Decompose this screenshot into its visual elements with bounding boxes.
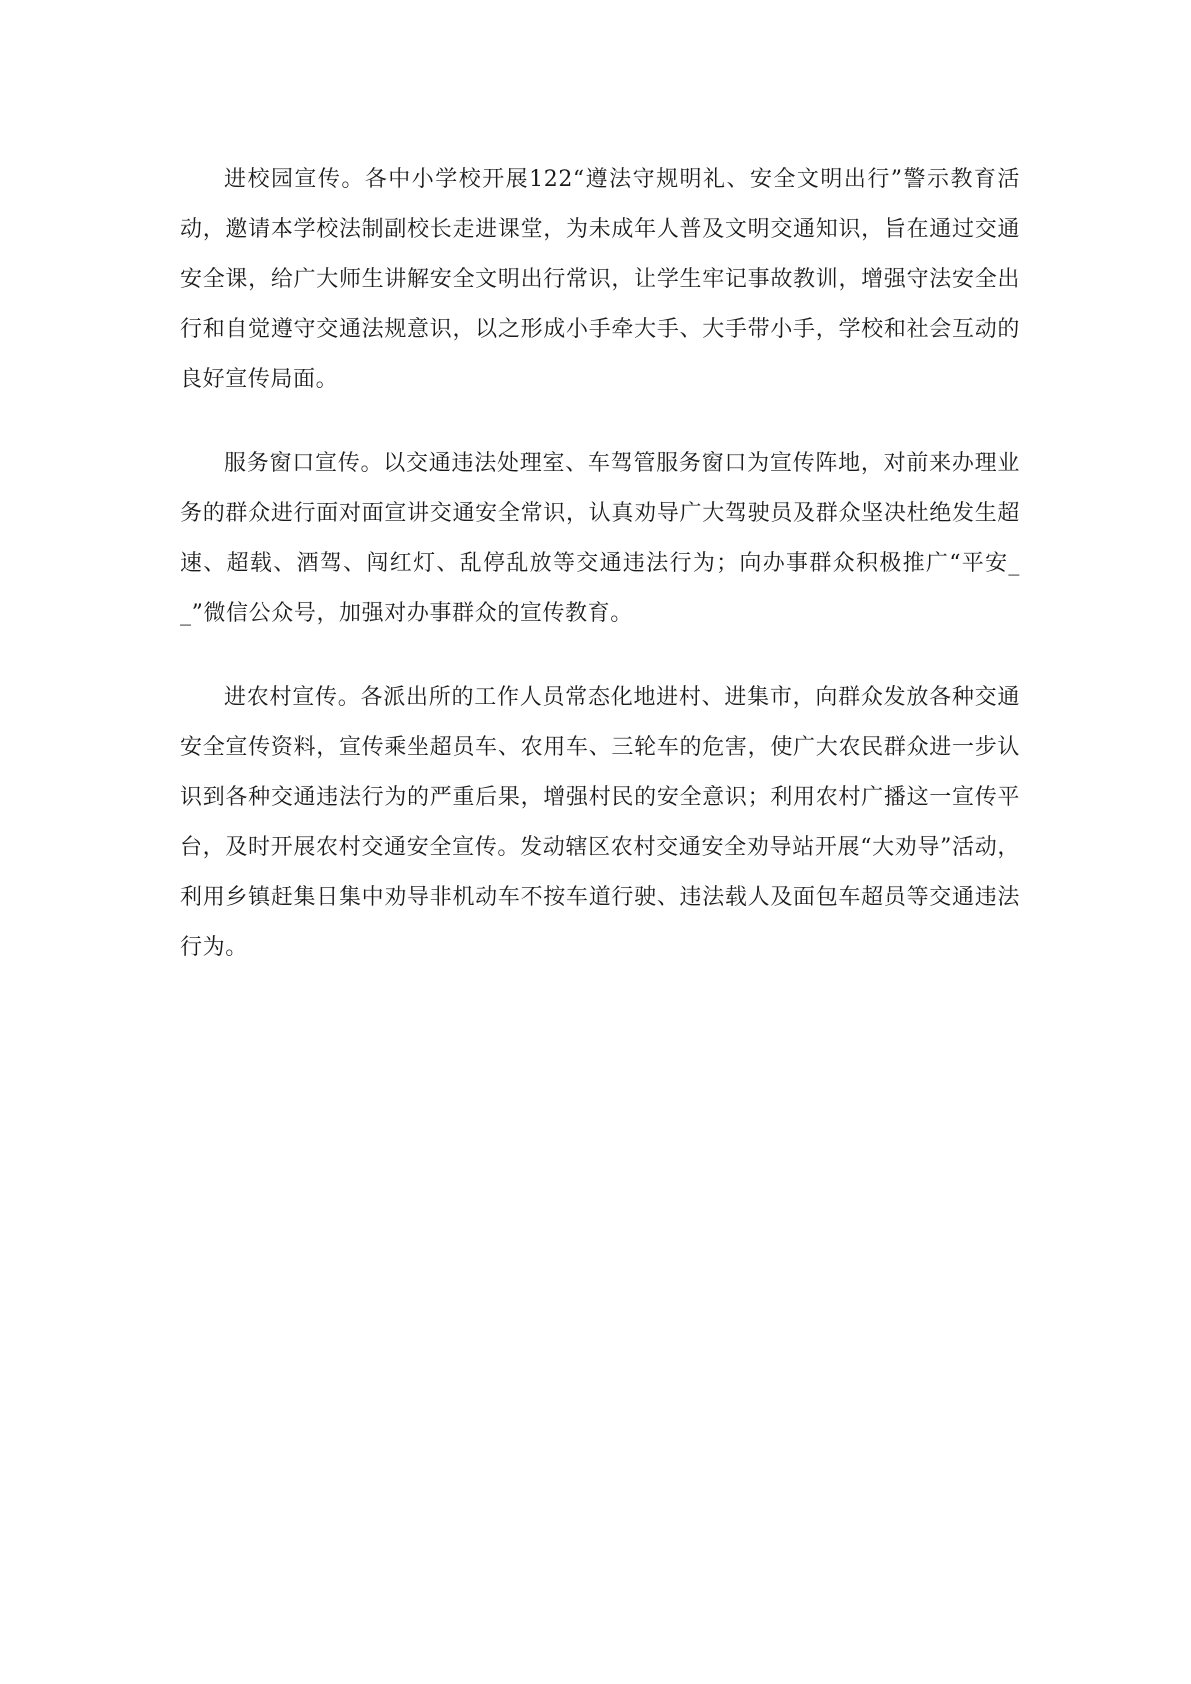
paragraph-campus-publicity: 进校园宣传。各中小学校开展122“遵法守规明礼、安全文明出行”警示教育活动，邀请本学校法制副校长走进课堂，为未成年人普及文明交通知识，旨在通过交通安全课，给广大师生讲解安全文明出行常识，让学生牢记事故教训，增强守法安全出行和自觉遵守交通法规意识，以之形成小手牵大手、大手带小手，学校和社会互动的良好宣传局面。 <box>180 167 1020 392</box>
paragraph-service-window-publicity: 服务窗口宣传。以交通违法处理室、车驾管服务窗口为宣传阵地，对前来办理业务的群众进行面对面宣讲交通安全常识，认真劝导广大驾驶员及群众坚决杜绝发生超速、超载、酒驾、闯红灯、乱停乱放等交通违法行为；向办事群众积极推广“平安__”微信公众号，加强对办事群众的宣传教育。 <box>180 451 1020 626</box>
document-body <box>180 155 1020 1007</box>
paragraph-rural-publicity: 进农村宣传。各派出所的工作人员常态化地进村、进集市，向群众发放各种交通安全宣传资料，宣传乘坐超员车、农用车、三轮车的危害，使广大农民群众进一步认识到各种交通违法行为的严重后果，增强村民的安全意识；利用农村广播这一宣传平台，及时开展农村交通安全宣传。发动辖区农村交通安全劝导站开展“大劝导”活动，利用乡镇赶集日集中劝导非机动车不按车道行驶、违法载人及面包车超员等交通违法行为。 <box>180 685 1020 960</box>
